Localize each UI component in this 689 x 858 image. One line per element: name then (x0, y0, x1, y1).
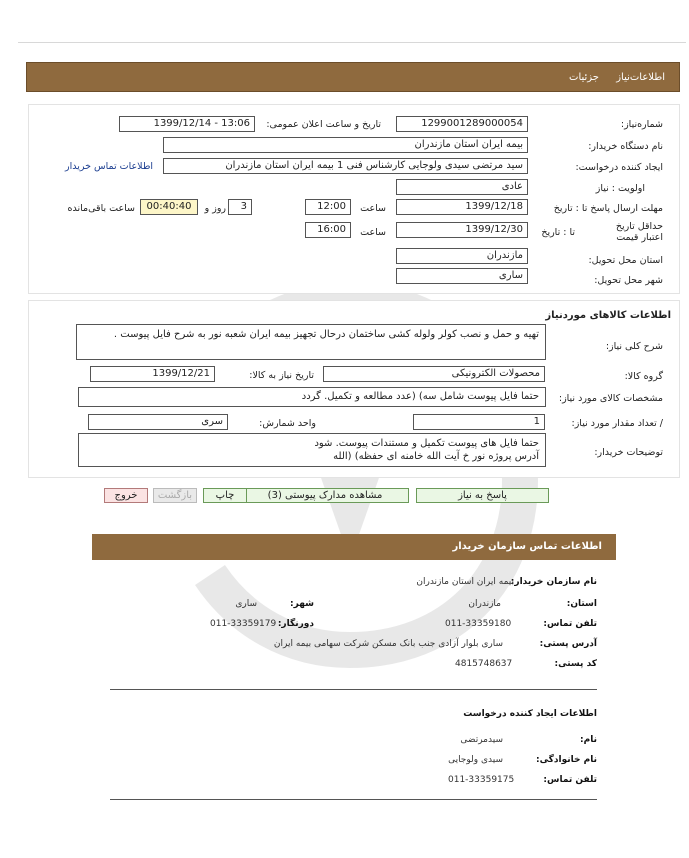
spec-field: حتما فایل پیوست شامل سه) (عدد مطالعه و تکمیل. گردد (78, 387, 546, 407)
creator-phone-label: تلفن تماس: (543, 775, 597, 785)
announce-field: 1399/12/14 - 13:06 (119, 116, 255, 132)
contact-divider-1 (110, 689, 597, 690)
address-value: ساری بلوار آزادی جنب بانک مسکن شرکت سهامی بیمه ایران (273, 639, 503, 649)
remaining-label: ساعت باقی‌مانده (67, 203, 135, 214)
days-field: 3 (228, 199, 252, 215)
spec-label: مشخصات کالای مورد نیاز: (558, 393, 663, 404)
validity-to-label: تا : تاریخ (541, 227, 575, 238)
announce-label: تاریخ و ساعت اعلان عمومی: (266, 119, 381, 130)
contact-city-value: ساری (235, 599, 257, 609)
need-date-field: 1399/12/21 (90, 366, 215, 382)
org-name-value: بیمه ایران استان مازندران (416, 577, 514, 587)
contact-city-label: شهر: (290, 599, 314, 609)
breadcrumb-need-info[interactable]: اطلاعات‌نیاز (616, 72, 665, 83)
contact-divider-2 (110, 799, 597, 800)
postal-code-value: 4815748637 (455, 659, 513, 669)
creator-info-title: اطلاعات ایجاد کننده درخواست (463, 709, 597, 719)
postal-code-label: کد پستی: (554, 659, 597, 669)
summary-label: شرح کلی نیاز: (605, 341, 663, 352)
creator-phone-value: 011-33359175 (448, 775, 515, 785)
contact-title: اطلاعات تماس سازمان خریدار (452, 541, 602, 552)
buyer-contact-link[interactable]: اطلاعات تماس خریدار (65, 161, 154, 172)
goods-group-field: محصولات الکترونیکی (323, 366, 545, 382)
deadline-date-field: 1399/12/18 (396, 199, 528, 215)
creator-field: سید مرتضی سیدی ولوجایی کارشناس فنی 1 بیمه ایران استان مازندران (163, 158, 528, 174)
deadline-time-field: 12:00 (305, 199, 351, 215)
delivery-province-label: استان محل تحویل: (588, 255, 663, 266)
need-number-label: شماره‌نیاز: (620, 119, 663, 130)
quantity-field: 1 (413, 414, 545, 430)
goods-group-label: گروه کالا: (624, 371, 663, 382)
quantity-label: / تعداد مقدار مورد نیاز: (571, 418, 663, 429)
buyer-notes-line-1: حتما فایل های پیوست تکمیل و مستندات پیوست. شود (314, 438, 539, 449)
last-name-label: نام خانوادگی: (535, 755, 597, 765)
breadcrumb-details[interactable]: جزئیات (569, 72, 599, 83)
delivery-city-field: ساری (396, 268, 528, 284)
buyer-notes-line-2: آدرس پروژه نور خ آیت الله خامنه ای حفظه) (الله (333, 451, 539, 462)
contact-fax-value: 011-33359179 (210, 619, 277, 629)
page-header (26, 62, 680, 92)
need-info-panel (28, 104, 680, 294)
buyer-notes-field (78, 433, 546, 467)
validity-date-field: 1399/12/30 (396, 222, 528, 238)
goods-section-title: اطلاعات کالاهای مورد‌نیاز (545, 310, 671, 321)
validity-time-field: 16:00 (305, 222, 351, 238)
view-attachments-button[interactable]: مشاهده مدارک پیوستی (3) (241, 488, 409, 503)
priority-field: عادی (396, 179, 528, 195)
breadcrumb (555, 72, 665, 83)
contact-phone-value: 011-33359180 (445, 619, 512, 629)
top-divider (18, 42, 686, 43)
validity-label: حداقل تاریخ اعتبار قیمت (615, 221, 663, 243)
buyer-device-field: بیمه ایران استان مازندران (163, 137, 528, 153)
last-name-value: سیدی ولوجایی (448, 755, 503, 765)
exit-button[interactable]: خروج (104, 488, 148, 503)
remaining-time-field: 00:40:40 (140, 199, 198, 215)
unit-field: سری (88, 414, 228, 430)
deadline-label: مهلت ارسال پاسخ تا : تاریخ (553, 203, 663, 214)
back-button[interactable]: بازگشت (153, 488, 197, 503)
address-label: آدرس پستی: (539, 639, 597, 649)
buyer-notes-label: توضیحات خریدار: (594, 447, 663, 458)
need-number-field: 1299001289000054 (396, 116, 528, 132)
first-name-label: نام: (580, 735, 597, 745)
reply-button[interactable]: پاسخ به نیاز (416, 488, 549, 503)
delivery-city-label: شهر محل تحویل: (594, 275, 663, 286)
creator-label: ایجاد کننده درخواست: (575, 162, 663, 173)
days-label: روز و (204, 203, 226, 214)
contact-province-label: استان: (566, 599, 597, 609)
delivery-province-field: مازندران (396, 248, 528, 264)
contact-header (92, 534, 616, 560)
org-name-label: نام سازمان خریدار: (510, 577, 597, 587)
contact-phone-label: تلفن تماس: (543, 619, 597, 629)
contact-province-value: مازندران (468, 599, 501, 609)
contact-fax-label: دورنگار: (277, 619, 314, 629)
summary-field: تهیه و حمل و نصب کولر ولوله کشی ساختمان درحال تجهیز بیمه ایران شعبه نور به شرح فایل پیوست . (76, 324, 546, 360)
buyer-device-label: نام دستگاه خریدار: (588, 141, 663, 152)
need-date-label: تاریخ نیاز به کالا: (249, 370, 314, 381)
first-name-value: سیدمرتضی (460, 735, 503, 745)
validity-time-label: ساعت (360, 227, 386, 238)
unit-label: واحد شمارش: (259, 418, 316, 429)
print-button[interactable]: چاپ (203, 488, 247, 503)
deadline-time-label: ساعت (360, 203, 386, 214)
priority-label: اولویت : نیاز (595, 183, 645, 194)
